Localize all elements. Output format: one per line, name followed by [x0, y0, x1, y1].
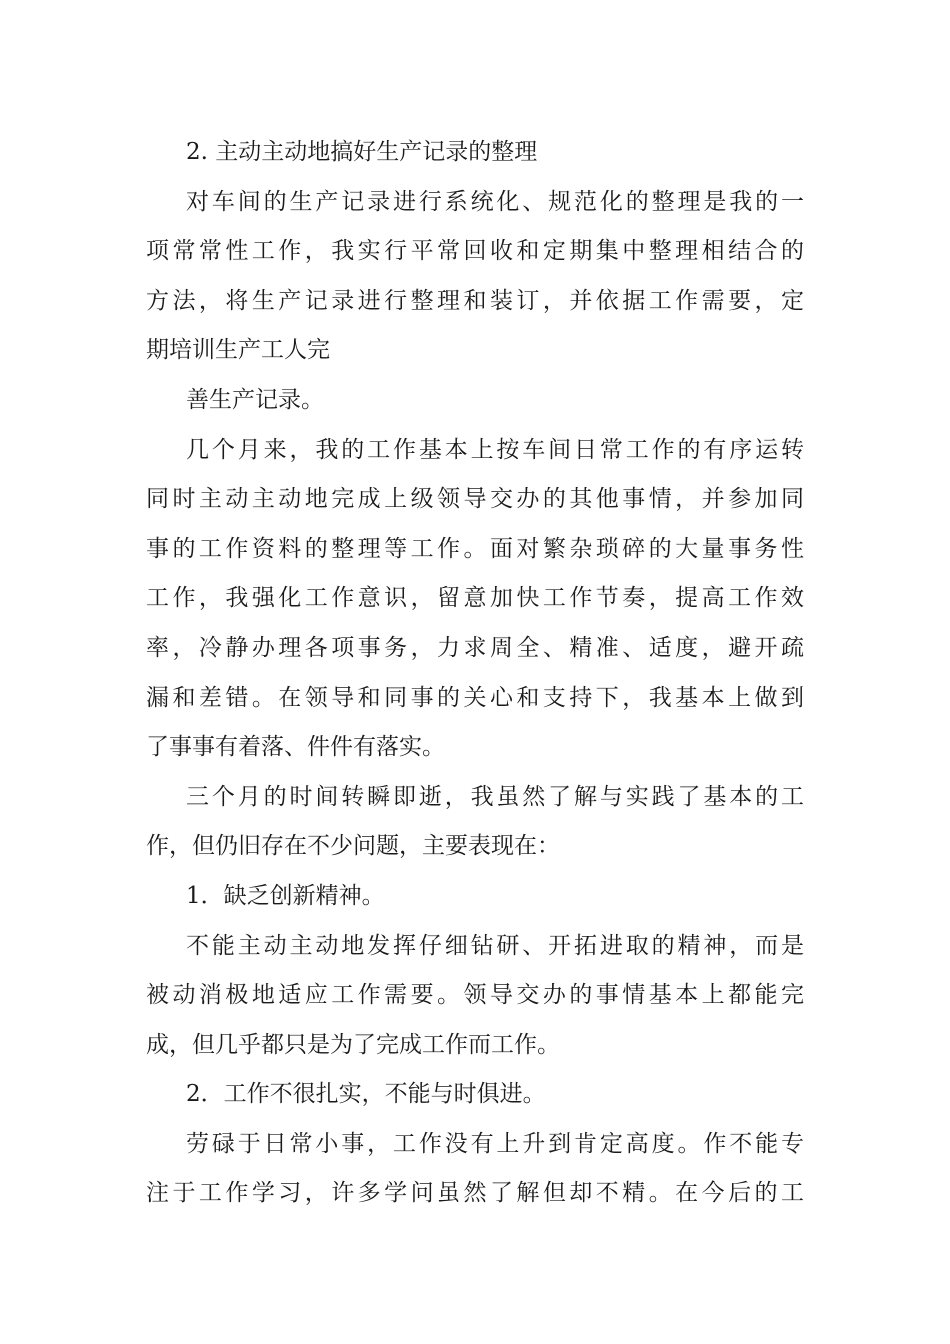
text-line: 了事事有着落、件件有落实。	[146, 734, 445, 761]
text-line: 几个月来，我的工作基本上按车间日常工作的有序运转	[186, 436, 804, 463]
text-line: 漏和差错。在领导和同事的关心和支持下，我基本上做到	[146, 684, 804, 711]
text-line: 率，冷静办理各项事务，力求周全、精准、适度，避开疏	[146, 634, 804, 661]
text-line: 注于工作学习，许多学问虽然了解但却不精。在今后的工	[146, 1180, 804, 1207]
text-line: 2. 主动主动地搞好生产记录的整理	[186, 139, 538, 165]
text-line: 劳碌于日常小事，工作没有上升到肯定高度。作不能专	[186, 1130, 804, 1157]
text-line: 被动消极地适应工作需要。领导交办的事情基本上都能完	[146, 982, 804, 1009]
text-line: 善生产记录。	[186, 386, 324, 413]
text-line: 1．缺乏创新精神。	[186, 882, 385, 909]
text-line: 工作，我强化工作意识，留意加快工作节奏，提高工作效	[146, 585, 804, 612]
text-line: 2．工作不很扎实，不能与时俱进。	[186, 1081, 546, 1108]
text-line: 三个月的时间转瞬即逝，我虽然了解与实践了基本的工	[186, 783, 804, 810]
text-line: 项常常性工作，我实行平常回收和定期集中整理相结合的	[146, 238, 804, 265]
text-line: 方法，将生产记录进行整理和装订，并依据工作需要，定	[146, 287, 804, 314]
text-line: 同时主动主动地完成上级领导交办的其他事情，并参加同	[146, 486, 804, 513]
text-line: 成，但几乎都只是为了完成工作而工作。	[146, 1031, 560, 1058]
text-line: 期培训生产工人完	[146, 337, 330, 364]
text-line: 作，但仍旧存在不少问题，主要表现在：	[146, 833, 560, 860]
text-line: 对车间的生产记录进行系统化、规范化的整理是我的一	[186, 188, 804, 215]
text-line: 事的工作资料的整理等工作。面对繁杂琐碎的大量事务性	[146, 535, 804, 562]
text-line: 不能主动主动地发挥仔细钻研、开拓进取的精神，而是	[186, 932, 804, 959]
